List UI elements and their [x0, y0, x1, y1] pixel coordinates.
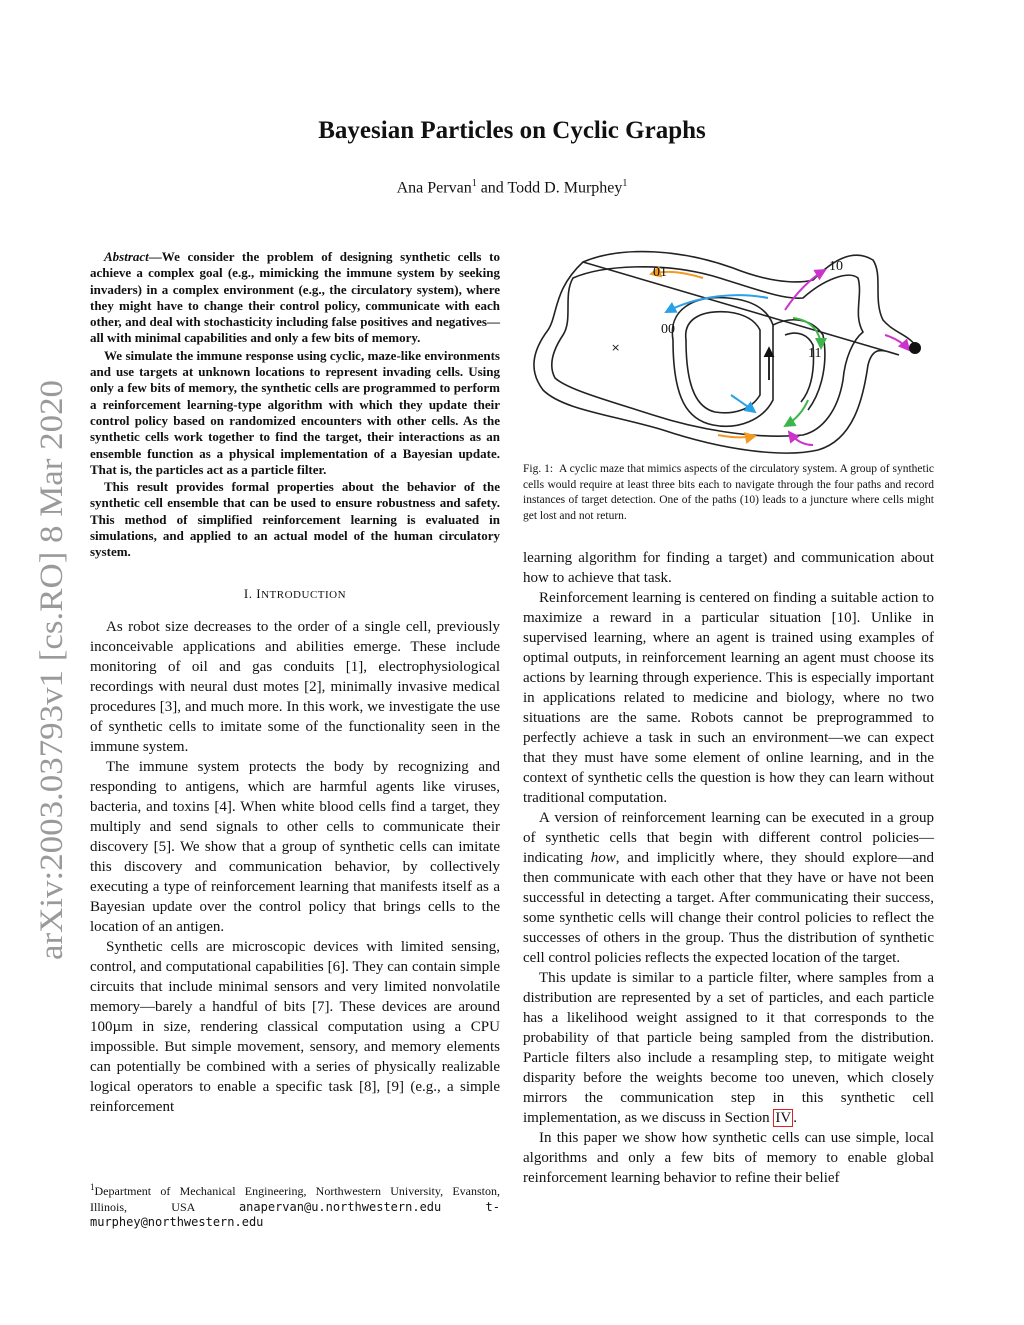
section-title-rest: NTRODUCTION — [261, 588, 347, 601]
abstract-paragraph-2: We simulate the immune response using cyclic, maze-like environments and use targets at unknown locations to represent invading cells. Using only a few bits of memory, the synthetic cells are programmed to perform a reinforcement learning-type algorithm with which they update their control policy based on randomized encounters with other cells. As the synthetic cells work together to find the target, their interactions as an ensemble function as a physical implementation of a Bayesian update. That is, the particles act as a particle filter. — [90, 347, 500, 477]
intro-paragraph-3: Synthetic cells are microscopic devices with limited sensing, control, and computational capabilities [6]. They can contain simple circuits that include minimal sensors and very limited nonvolatile memory—barely a handful of bits [7]. These devices are around 100µm in size, rendering classical computation using a CPU impossible. But simple movement, sensory, and memory elements can potentially be combined with a series of physically realizable logical operators to enable a specific task [8], [9] (e.g., a simple reinforcement — [90, 938, 500, 1115]
caption-label: Fig. 1: — [523, 463, 554, 475]
right-p3-text-a: This update is similar to a particle filter, where samples from a distribution are represented by a set of particles, and each particle has a likelihood weight assigned to it that corresponds to the probability of that particle being sampled from the distribution. Particle filters also include a resampling step, to mitigate weight disparity before the weights become too uneven, which closely mirrors the communication step in this synthetic cell implementation, as we discuss in Section — [523, 970, 934, 1126]
abstract-lead: Abstract — [104, 249, 149, 264]
maze-walls — [534, 252, 915, 454]
right-p3-text-b: . — [793, 1110, 797, 1126]
section-number: I. — [243, 585, 257, 601]
green-arrow-2 — [785, 400, 808, 426]
path-label-01: 01 — [653, 265, 667, 280]
introduction-body — [90, 617, 500, 1117]
abstract-text-1: We consider the problem of designing synthetic cells to achieve a complex goal (e.g., mimicking the immune system by seeking invaders) in a complex environment (e.g., the circulatory system), where they might have to change their control policy, communicate with each other, and deal with stochasticity including false positives and negatives—all with minimal capabilities and only a few bits of memory. — [90, 249, 500, 346]
right-column — [523, 548, 934, 1188]
cyclic-maze-diagram — [523, 240, 934, 455]
maze-outer-wall — [534, 252, 915, 454]
right-paragraph-1: Reinforcement learning is centered on finding a suitable action to maximize a reward in a particular situation [10]. Unlike in supervised learning, where an agent is trained using examples of optimal outputs, in reinforcement learning an agent must choose its actions by learning through experience. This is especially important in applications related to medicine and biology, where no two situations are the same. Robots cannot be preprogrammed to perfectly achieve a task in such an environment—we can expect that they must have some element of online learning, and in the context of synthetic cells the question is how they can learn without traditional computation. — [523, 590, 934, 806]
paper-title: Bayesian Particles on Cyclic Graphs — [318, 117, 706, 144]
path-label-11: 11 — [808, 346, 822, 361]
abstract-dash: — — [148, 249, 162, 264]
right-paragraph-0: learning algorithm for finding a target) and communication about how to achieve that task. — [523, 550, 934, 586]
author-separator: and — [476, 179, 508, 197]
arxiv-stamp — [16, 360, 76, 980]
right-p2-text-b: , and implicitly where, they should explore—and then communicate with each other that they have or have not been successful in detecting a target. After communicating their success, some synthetic cells will change their control policies to reflect the successes of others in the group. Thus the distribution of synthetic cell control policies reflects the expected location of the target. — [523, 850, 934, 966]
footnote-mark: 1 — [90, 1182, 95, 1192]
cross-marker-icon: × — [611, 341, 621, 354]
abstract-paragraph-3: This result provides formal properties about the behavior of the synthetic cell ensemble that can be used to ensure robustness and safety. This method of simplified reinforcement learning is evaluated in simulations, and applied to an actual model of the human circulatory system. — [90, 479, 500, 560]
target-dot-icon — [909, 342, 921, 354]
section-heading-introduction — [90, 586, 500, 602]
path-label-10: 10 — [829, 259, 843, 274]
right-paragraph-3 — [523, 968, 934, 1128]
section-reference-link[interactable]: IV — [775, 1110, 792, 1126]
right-p2-emphasis: how — [590, 850, 616, 866]
maze-central-inner — [686, 312, 760, 413]
affiliation-mark: 1 — [622, 178, 628, 189]
magenta-arrow-3 — [789, 432, 813, 445]
abstract-paragraph-1 — [90, 249, 500, 347]
affiliation-mark: 1 — [471, 178, 477, 189]
figure-1-caption — [523, 462, 934, 524]
arxiv-id: arXiv:2003.03793v1 [cs.RO] 8 Mar 2020 — [34, 411, 70, 960]
caption-text: A cyclic maze that mimics aspects of the circulatory system. A group of synthetic cells would require at least three bits each to navigate through the four paths and record instances of target detection. One of the paths (10) leads to a juncture where cells might get lost and not return. — [523, 463, 934, 522]
path-label-00: 00 — [661, 322, 675, 337]
intro-paragraph-1: As robot size decreases to the order of a single cell, previously inconceivable applications and abilities emerge. These include monitoring of oil and gas conduits [1], electrophysiological recordings with neural dust motes [2], minimally invasive medical procedures [3], and much more. In this work, we investigate the use of synthetic cells to imitate some of the functionality seen in the immune system. — [90, 618, 500, 755]
right-paragraph-2 — [523, 808, 934, 968]
footnote-email-1[interactable]: anapervan@u.northwestern.edu — [238, 1199, 442, 1214]
author-1: Ana Pervan — [396, 179, 472, 197]
author-2: Todd D. Murphey — [507, 179, 623, 197]
right-p2-text-a: A version of reinforcement learning can be executed in a group of synthetic cells that begin with different control policies—indicating — [523, 810, 934, 866]
abstract — [90, 249, 500, 561]
section-title-initial: I — [256, 585, 262, 601]
magenta-arrow-1 — [785, 270, 825, 310]
intro-paragraph-2: The immune system protects the body by recognizing and responding to antigens, which are harmful agents like viruses, bacteria, and toxins [4]. When white blood cells find a target, they multiply and send signals to other cells to communicate their discovery [5]. We show that a group of synthetic cells can imitate this discovery and communication behavior, by collectively executing a type of reinforcement learning that manifests itself as a Bayesian update over the control policy that brings cells to the location of an antigen. — [90, 758, 500, 935]
author-line — [0, 178, 1024, 197]
footnote — [90, 1180, 500, 1231]
footnote-email-2[interactable]: t-murphey@northwestern.edu — [90, 1199, 500, 1229]
left-column — [90, 249, 500, 1117]
footnote-affiliation: Department of Mechanical Engineering, Northwestern University, Evanston, Illinois, USA — [90, 1184, 500, 1214]
right-paragraph-4: In this paper we show how synthetic cells can use simple, local algorithms and only a few bits of memory to enable global reinforcement learning behavior to refine their belief — [523, 1130, 934, 1186]
figure-1 — [523, 240, 934, 455]
